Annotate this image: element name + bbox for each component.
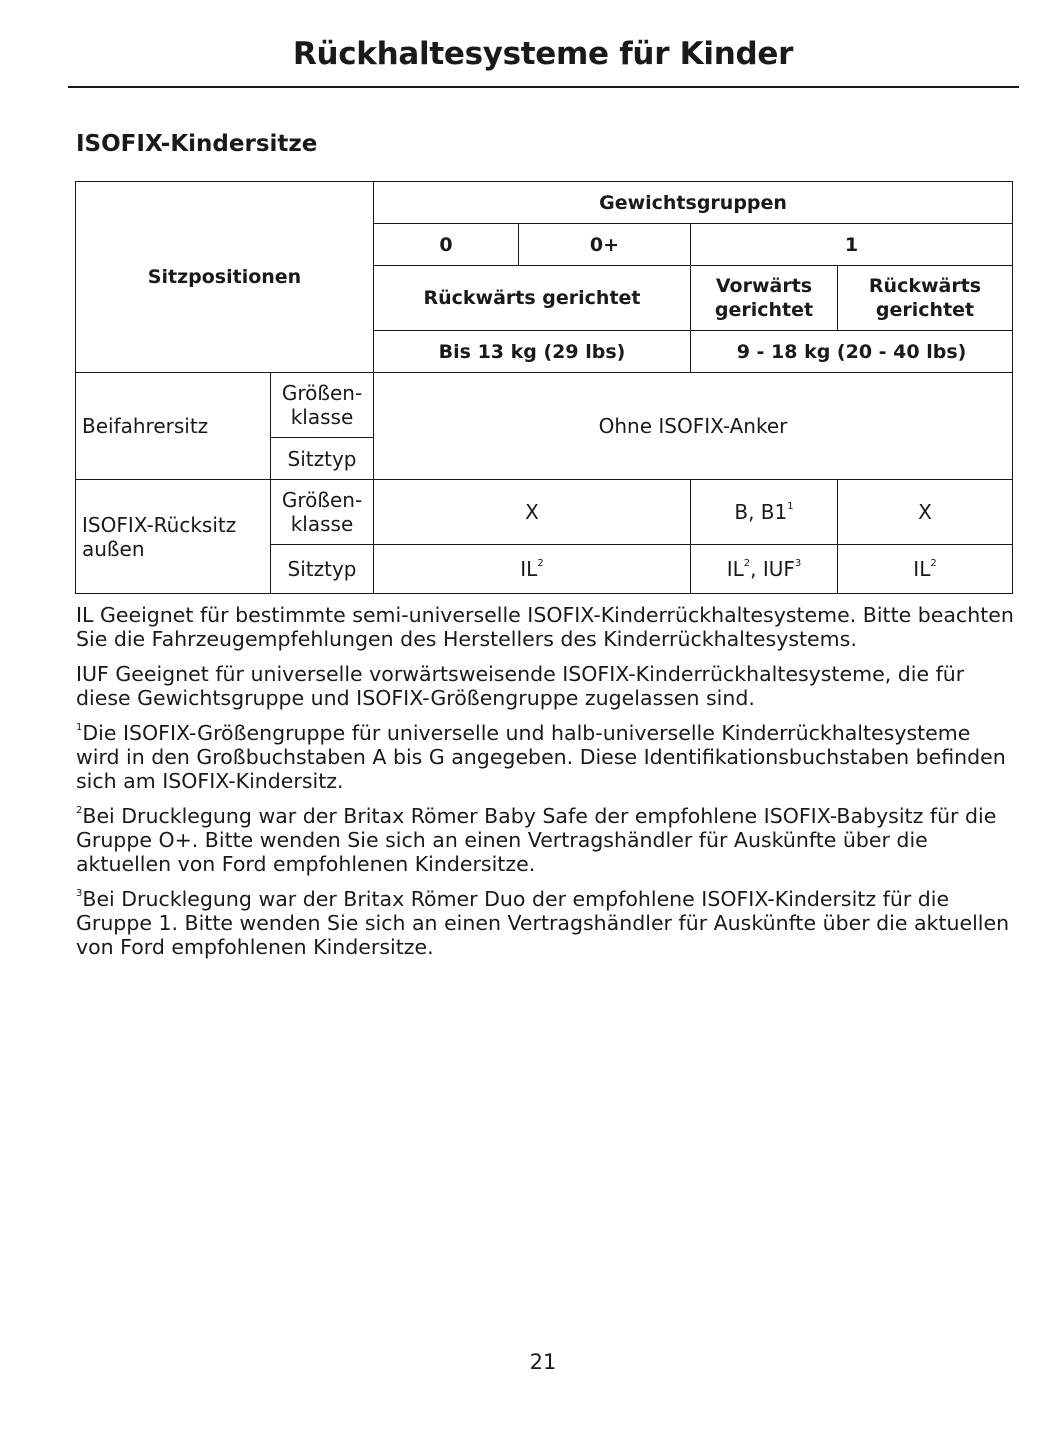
seat-type-label: Sitztyp bbox=[271, 545, 374, 594]
footnote-text: Die ISOFIX-Größengruppe für universelle und halb-universelle Kinderrückhaltesysteme wird in den Großbuchstaben A bis G angegeben. Diese Identifikationsbuchstaben befinden sich am ISOFIX-Kindersitz. bbox=[76, 721, 1006, 793]
rear-facing-line1: Rückwärts bbox=[868, 275, 982, 297]
type-value-separator: , bbox=[750, 557, 763, 581]
footnote-ref: 2 bbox=[537, 558, 544, 569]
type-value-text: IUF bbox=[762, 557, 795, 581]
type-value-group1-rear bbox=[838, 545, 1013, 594]
seat-cell-line1: ISOFIX-Rücksitz bbox=[82, 512, 237, 537]
seat-type-label: Sitztyp bbox=[271, 438, 374, 480]
table-row bbox=[76, 373, 1013, 438]
footnote-ref: 2 bbox=[930, 558, 937, 569]
page-number: 21 bbox=[529, 1350, 557, 1374]
seat-positions-header: Sitzpositionen bbox=[76, 182, 374, 373]
footnote-mark: 3 bbox=[76, 888, 83, 899]
weight-group0-header: Bis 13 kg (29 lbs) bbox=[374, 331, 691, 373]
forward-facing-header bbox=[691, 266, 838, 331]
footnote-mark: 2 bbox=[76, 805, 83, 816]
table-row bbox=[76, 480, 1013, 545]
size-class-label bbox=[271, 373, 374, 438]
rear-facing-group1-header bbox=[838, 266, 1013, 331]
footnote-ref: 1 bbox=[787, 501, 794, 512]
footnote-1 bbox=[76, 721, 1016, 793]
note-il: IL Geeignet für bestimmte semi-universelle ISOFIX-Kinderrückhaltesysteme. Bitte beachten Sie die Fahrzeugempfehlungen des Herstellers des Kinderrückhaltesystems. bbox=[76, 603, 1014, 651]
seat-cell-front-passenger: Beifahrersitz bbox=[76, 373, 271, 480]
size-value-group0: X bbox=[374, 480, 691, 545]
size-value-group1-forward bbox=[691, 480, 838, 545]
type-value-group0 bbox=[374, 545, 691, 594]
size-class-line1: Größen- bbox=[281, 381, 363, 405]
type-value-text: IL bbox=[726, 557, 744, 581]
group-0-header: 0 bbox=[374, 224, 519, 266]
footnote-2 bbox=[76, 804, 1016, 876]
no-isofix-cell: Ohne ISOFIX-Anker bbox=[374, 373, 1013, 480]
size-value-group1-rear: X bbox=[838, 480, 1013, 545]
size-class-line2: klasse bbox=[290, 405, 354, 429]
seat-cell-line2: außen bbox=[82, 536, 145, 561]
seat-cell-rear-outer bbox=[76, 480, 271, 594]
size-class-line1: Größen- bbox=[281, 488, 363, 512]
page-title: Rückhaltesysteme für Kinder bbox=[292, 36, 794, 72]
type-value-group1-forward bbox=[691, 545, 838, 594]
note-iuf: IUF Geeignet für universelle vorwärtsweisende ISOFIX-Kinderrückhaltesysteme, die für diese Gewichtsgruppe und ISOFIX-Größengruppe zugelassen sind. bbox=[76, 662, 965, 710]
isofix-table bbox=[75, 181, 1013, 594]
footnote-ref: 3 bbox=[794, 558, 802, 569]
footnote-ref: 2 bbox=[743, 558, 751, 569]
notes bbox=[76, 603, 1016, 970]
forward-facing-line2: gerichtet bbox=[714, 299, 814, 321]
footnote-text: Bei Drucklegung war der Britax Römer Duo der empfohlene ISOFIX-Kindersitz für die Gruppe 1. Bitte wenden Sie sich an einen Vertragshändler für Auskünfte über die aktuellen von Ford empfohlenen Kindersitze. bbox=[76, 887, 1010, 959]
footnote-mark: 1 bbox=[76, 722, 83, 733]
group-1-header: 1 bbox=[691, 224, 1013, 266]
rear-facing-header: Rückwärts gerichtet bbox=[374, 266, 691, 331]
weight-group1-header: 9 - 18 kg (20 - 40 lbs) bbox=[691, 331, 1013, 373]
size-value-text: B, B1 bbox=[734, 500, 788, 524]
title-divider bbox=[68, 86, 1019, 88]
group-0plus-header: 0+ bbox=[519, 224, 691, 266]
section-title: ISOFIX-Kindersitze bbox=[76, 131, 318, 157]
type-value-text: IL bbox=[520, 557, 538, 581]
forward-facing-line1: Vorwärts bbox=[715, 275, 813, 297]
footnote-3 bbox=[76, 887, 1016, 959]
type-value-text: IL bbox=[913, 557, 931, 581]
size-class-line2: klasse bbox=[290, 512, 354, 536]
rear-facing-line2: gerichtet bbox=[875, 299, 975, 321]
size-class-label bbox=[271, 480, 374, 545]
weight-groups-header: Gewichtsgruppen bbox=[374, 182, 1013, 224]
footnote-text: Bei Drucklegung war der Britax Römer Baby Safe der empfohlene ISOFIX-Babysitz für die Gruppe O+. Bitte wenden Sie sich an einen Vertragshändler für Auskünfte über die aktuellen von Ford empfohlenen Kindersitze. bbox=[76, 804, 997, 876]
